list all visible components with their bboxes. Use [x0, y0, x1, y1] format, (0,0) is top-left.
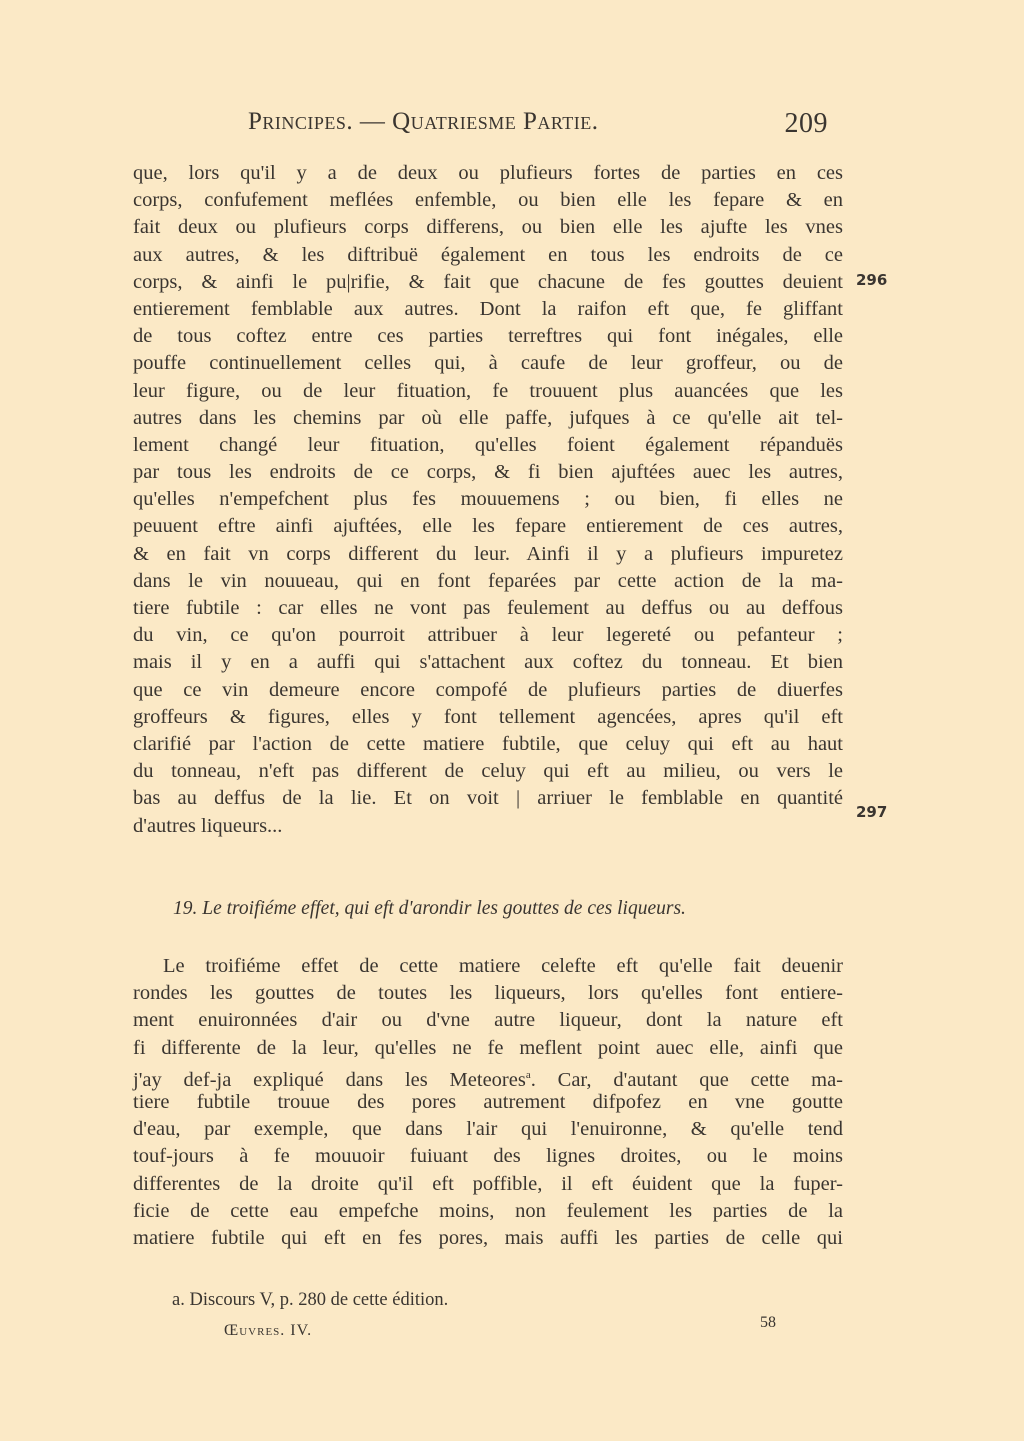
- text-line: bas au deffus de la lie. Et on voit | arriuer le femblable en quantité: [133, 787, 843, 810]
- text-line: lement changé leur fituation, qu'elles foient également répanduës: [133, 433, 843, 456]
- section-heading: 19. Le troifiéme effet, qui eft d'arondir les gouttes de ces liqueurs.: [173, 898, 686, 919]
- text-line: autres dans les chemins par où elle paffe, jufques à ce qu'elle ait tel-: [133, 406, 843, 429]
- text-line-with-footnote: [133, 1062, 843, 1089]
- text-segment: j'ay def-ja expliqué dans les Meteores: [133, 1068, 526, 1091]
- text-line: & en fait vn corps different du leur. Ainfi il y a plufieurs impuretez: [133, 542, 843, 565]
- running-title: Principes. — Quatriesme Partie.: [248, 108, 599, 135]
- running-header: [248, 108, 828, 144]
- margin-reference-number: 297: [856, 803, 888, 821]
- text-line: tiere fubtile : car elles ne vont pas feulement au deffus ou au deffous: [133, 597, 843, 619]
- text-line: Le troifiéme effet de cette matiere celefte eft qu'elle fait deuenir: [163, 955, 843, 977]
- text-line: mais il y en a auffi qui s'attachent aux coftez du tonneau. Et bien: [133, 651, 843, 674]
- text-line: d'autres liqueurs...: [133, 814, 283, 837]
- margin-reference-number: 296: [856, 271, 888, 289]
- text-line: aux autres, & les diftribuë également en tous les endroits de ce: [133, 243, 843, 266]
- text-line: differentes de la droite qu'il eft poffible, il eft éuident que la fuper-: [133, 1172, 843, 1195]
- text-line: peuuent eftre ainfi ajuftées, elle les fepare entierement de ces autres,: [133, 515, 843, 538]
- page-number: 209: [784, 108, 828, 139]
- footnote-marker: a: [525, 1068, 531, 1081]
- text-line: par tous les endroits de ce corps, & fi bien ajuftées auec les autres,: [133, 461, 843, 484]
- text-line: fait deux ou plufieurs corps differens, ou bien elle les ajufte les vnes: [133, 216, 843, 239]
- text-line: fi differente de la leur, qu'elles ne fe meflent point auec elle, ainfi que: [133, 1036, 843, 1059]
- text-line: ficie de cette eau empefche moins, non feulement les parties de la: [133, 1199, 843, 1222]
- text-line: dans le vin nouueau, qui en font feparées par cette action de la ma-: [133, 569, 843, 592]
- text-line: tiere fubtile trouue des pores autrement difpofez en vne goutte: [133, 1090, 843, 1113]
- text-segment: . Car, d'autant que cette ma-: [530, 1068, 844, 1091]
- signature-mark: Œuvres. IV.: [224, 1322, 313, 1339]
- text-segment: eau, par exemple, que dans l'air qui l'enuironne, & qu'elle tend: [146, 1118, 843, 1141]
- text-line: entierement femblable aux autres. Dont la raifon eft que, fe gliffant: [133, 297, 843, 320]
- text-segment: d': [133, 1118, 147, 1141]
- text-line: que, lors qu'il y a de deux ou plufieurs fortes de parties en ces: [133, 162, 843, 184]
- text-line: rondes les gouttes de toutes les liqueurs, lors qu'elles font entiere-: [133, 982, 843, 1005]
- paragraph-1: [133, 160, 843, 840]
- text-line: groffeurs & figures, elles y font tellement agencées, apres qu'il eft: [133, 705, 843, 728]
- footnote: a. Discours V, p. 280 de cette édition.: [172, 1290, 449, 1310]
- text-line: [133, 1116, 843, 1143]
- text-line: leur figure, ou de leur fituation, fe trouuent plus auancées que les: [133, 379, 843, 402]
- text-line: de tous coftez entre ces parties terreftres qui font inégales, elle: [133, 325, 843, 348]
- text-line: matiere fubtile qui eft en fes pores, mais auffi les parties de celle qui: [133, 1226, 843, 1249]
- text-line: ment enuironnées d'air ou d'vne autre liqueur, dont la nature eft: [133, 1009, 843, 1032]
- text-line: que ce vin demeure encore compofé de plufieurs parties de diuerfes: [133, 678, 843, 701]
- text-line: touf-jours à fe mouuoir fuiuant des lignes droites, ou le moins: [133, 1145, 843, 1168]
- text-line: du tonneau, n'eft pas different de celuy qui eft au milieu, ou vers le: [133, 760, 843, 783]
- text-line: corps, confufement meflées enfemble, ou bien elle les fepare & en: [133, 189, 843, 212]
- paragraph-2: [133, 953, 843, 1252]
- text-line: corps, & ainfi le pu|rifie, & fait que chacune de fes gouttes deuient: [133, 270, 843, 293]
- signature-number: 58: [760, 1314, 776, 1331]
- text-line: clarifié par l'action de cette matiere fubtile, que celuy qui eft au haut: [133, 732, 843, 755]
- text-line: qu'elles n'empefchent plus fes mouuemens ; ou bien, fi elles ne: [133, 488, 843, 511]
- text-line: pouffe continuellement celles qui, à caufe de leur groffeur, ou de: [133, 352, 843, 375]
- text-line: du vin, ce qu'on pourroit attribuer à leur legereté ou pefanteur ;: [133, 624, 843, 647]
